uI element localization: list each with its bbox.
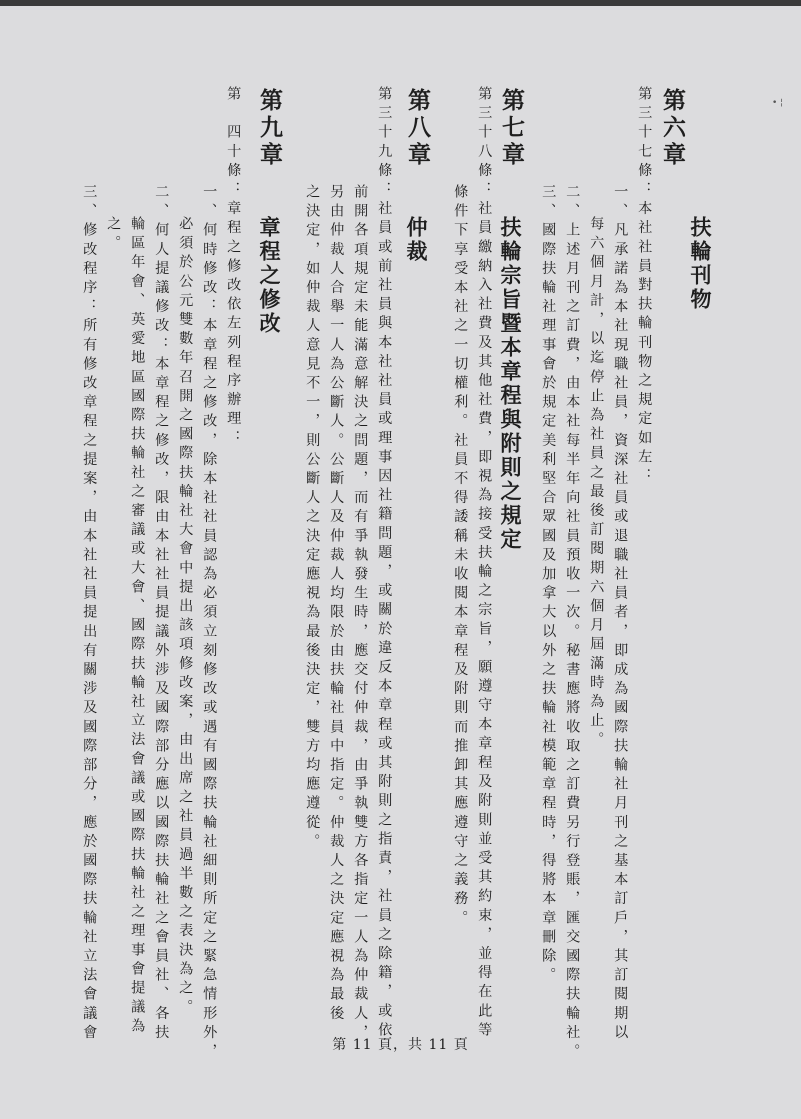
article-40-clause-1: 一、何時修改：本章程之修改，除本社社員認為必須立刻修改或遇有國際扶輪社細則所定之緊急情形外， <box>201 184 218 1063</box>
article-39-cont-2: 另由仲裁人合舉一人為公斷人。公斷人及仲裁人均限於由扶輪社員中指定。仲裁人之決定應視為最後 <box>328 184 345 1025</box>
page-number-footer: 第 11 頁，共 11 頁 <box>332 1037 469 1053</box>
chapter-8-title: 仲裁 <box>404 216 429 264</box>
article-37: 第三十七條：本社社員對扶輪刊物之規定如左： <box>636 86 653 488</box>
article-39-cont-3: 之決定，如仲裁人意見不一，則公斷人之決定應視為最後決定，雙方均應遵從。 <box>304 184 321 853</box>
chapter-9-heading: 第九章 <box>256 88 283 169</box>
article-38: 第三十八條：社員繳納入社費及其他社費，即視為接受扶輪之宗旨，願遵守本章程及附則並受其約束，並得在此等 <box>476 86 493 1041</box>
document-page <box>0 6 801 1119</box>
article-40-clause-2-end: 之。 <box>105 216 122 255</box>
article-37-clause-1: 一、凡承諾為本社現職社員，資深社員或退職社員者，即成為國際扶輪社月刊之基本訂戶，其訂閱期以 <box>612 184 629 1044</box>
article-37-clause-3: 三、國際扶輪社理事會於規定美利堅合眾國及加拿大以外之扶輪社模範章程時，得將本章刪除。 <box>540 184 557 987</box>
chapter-8-heading: 第八章 <box>404 88 431 169</box>
chapter-7-title: 扶輪宗旨暨本章程與附則之規定 <box>498 216 523 552</box>
article-37-clause-1-cont: 每六個月計，以迄停止為社員之最後訂閱期六個月屆滿時為止。 <box>588 216 605 751</box>
article-40-clause-2: 二、何人提議修改：本章程之修改，限由本社社員提議外涉及國際部分應以國際扶輪社之會員社、各扶 <box>153 184 170 1044</box>
chapter-6-heading: 第六章 <box>659 88 686 169</box>
article-40: 第 四十條：章程之修改依左列程序辦理： <box>225 86 242 449</box>
article-40-clause-3: 三、修改程序：所有修改章程之提案，由本社社員提出有關涉及國際部分，應於國際扶輪社立法會議會 <box>81 184 98 1044</box>
article-39-cont-1: 前開各項規定未能滿意解決之問題，而有爭執發生時，應交付仲裁，由爭執雙方各指定一人為仲裁人， <box>352 184 369 1044</box>
article-40-clause-1-cont: 必須於公元雙數年召開之國際扶輪社大會中提出該項修改案，由出席之社員過半數之表決為之。 <box>177 216 194 1019</box>
chapter-6-title: 扶輪刊物 <box>688 216 713 312</box>
chapter-7-heading: 第七章 <box>498 88 525 169</box>
article-39: 第三十九條：社員或前社員與本社社員或理事因社籍問題，或關於違反本章程或其附則之指責，社員之除籍，或依 <box>376 86 393 1041</box>
article-38-cont: 條件下享受本社之一切權利。社員不得諉稱未收閱本章程及附則而推卸其應遵守之義務。 <box>452 184 469 929</box>
article-37-clause-2: 二、上述月刊之訂費，由本社每半年向社員預收一次。秘書應將收取之訂費另行登賬，匯交國際扶輪社。 <box>564 184 581 1063</box>
chapter-9-title: 章程之修改 <box>257 216 282 336</box>
scan-specks: • ¦ <box>772 98 784 108</box>
article-40-clause-2-cont: 輪區年會、英愛地區國際扶輪社之審議或大會、國際扶輪社立法會議或國際扶輪社之理事會提議為 <box>129 216 146 1038</box>
